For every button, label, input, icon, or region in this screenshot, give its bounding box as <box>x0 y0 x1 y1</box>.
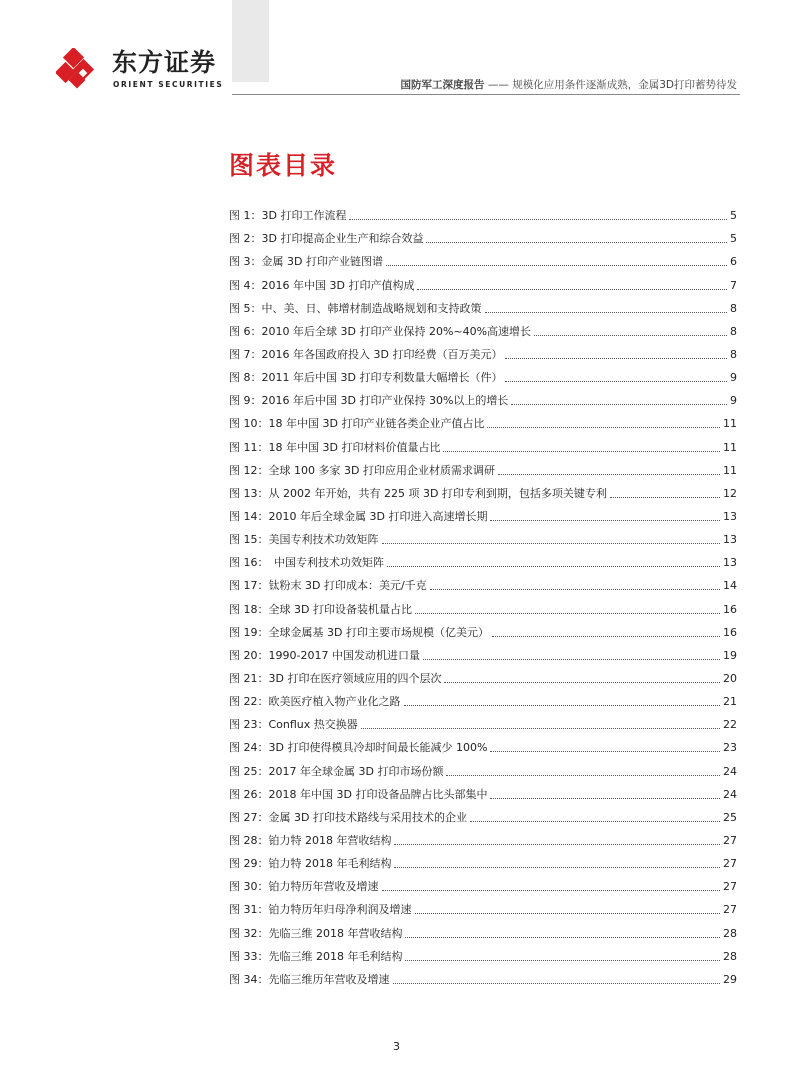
toc-entry[interactable] <box>229 478 737 501</box>
toc-dot-leader <box>470 820 720 822</box>
toc-entry-label[interactable]: 图 23：Conflux 热交换器 <box>229 718 358 732</box>
toc-dot-leader <box>426 241 727 243</box>
toc-entry-page[interactable]: 27 <box>723 857 737 871</box>
toc-entry-label[interactable]: 图 11：18 年中国 3D 打印材料价值量占比 <box>229 440 441 454</box>
toc-entry-page[interactable]: 11 <box>723 417 737 431</box>
toc-entry-label[interactable]: 图 9：2016 年后中国 3D 打印产业保持 30%以上的增长 <box>229 394 509 408</box>
figure-toc-list <box>229 200 737 987</box>
toc-dot-leader <box>492 635 720 637</box>
toc-entry[interactable] <box>229 825 737 848</box>
toc-entry[interactable] <box>229 617 737 640</box>
logo-english-name: ORIENT SECURITIES <box>113 80 224 89</box>
toc-dot-leader <box>430 588 720 590</box>
toc-dot-leader <box>394 866 720 868</box>
toc-dot-leader <box>423 658 720 660</box>
toc-entry-page[interactable]: 5 <box>730 232 737 246</box>
toc-entry[interactable] <box>229 269 737 292</box>
toc-entry[interactable] <box>229 779 737 802</box>
toc-entry[interactable] <box>229 316 737 339</box>
header-separator: —— <box>484 79 513 91</box>
toc-entry-page[interactable]: 22 <box>723 718 737 732</box>
toc-entry-label[interactable]: 图 16： 中国专利技术功效矩阵 <box>229 556 384 570</box>
toc-dot-leader <box>485 311 728 313</box>
toc-dot-leader <box>534 334 727 336</box>
toc-dot-leader <box>610 496 720 498</box>
toc-entry[interactable] <box>229 455 737 478</box>
toc-entry-page[interactable]: 28 <box>723 926 737 940</box>
toc-entry-label[interactable]: 图 29：铂力特 2018 年毛利结构 <box>229 857 392 871</box>
toc-entry-page[interactable]: 16 <box>723 625 737 639</box>
toc-entry-page[interactable]: 27 <box>723 903 737 917</box>
toc-dot-leader <box>394 843 720 845</box>
toc-entry[interactable] <box>229 709 737 732</box>
toc-dot-leader <box>415 612 720 614</box>
toc-entry[interactable] <box>229 732 737 755</box>
report-subtitle: 规模化应用条件逐渐成熟，金属3D打印蓄势待发 <box>512 79 737 91</box>
toc-entry[interactable] <box>229 802 737 825</box>
toc-entry-label[interactable]: 图 15：美国专利技术功效矩阵 <box>229 533 379 547</box>
toc-entry-label[interactable]: 图 3：金属 3D 打印产业链图谱 <box>229 255 383 269</box>
toc-entry-page[interactable]: 6 <box>730 255 737 269</box>
toc-dot-leader <box>405 959 720 961</box>
toc-entry-page[interactable]: 29 <box>723 972 737 986</box>
toc-entry-page[interactable]: 12 <box>723 486 737 500</box>
toc-entry-label[interactable]: 图 24：3D 打印使得模具冷却时间最长能减少 100% <box>229 741 488 755</box>
toc-entry-page[interactable]: 8 <box>730 347 737 361</box>
toc-dot-leader <box>404 704 721 706</box>
toc-entry[interactable] <box>229 431 737 454</box>
toc-dot-leader <box>361 727 720 729</box>
toc-entry-page[interactable]: 8 <box>730 324 737 338</box>
toc-dot-leader <box>393 982 721 984</box>
toc-entry-label[interactable]: 图 8：2011 年后中国 3D 打印专利数量大幅增长（件） <box>229 371 503 385</box>
toc-entry-label[interactable]: 图 30：铂力特历年营收及增速 <box>229 880 379 894</box>
toc-entry-page[interactable]: 7 <box>730 278 737 292</box>
toc-dot-leader <box>490 519 720 521</box>
toc-entry-page[interactable]: 11 <box>723 463 737 477</box>
toc-dot-leader <box>490 750 720 752</box>
toc-entry-label[interactable]: 图 32：先临三维 2018 年营收结构 <box>229 926 403 940</box>
toc-entry-label[interactable]: 图 4：2016 年中国 3D 打印产值构成 <box>229 278 415 292</box>
toc-dot-leader <box>349 218 727 220</box>
toc-dot-leader <box>498 473 720 475</box>
toc-entry-label[interactable]: 图 33：先临三维 2018 年毛利结构 <box>229 949 403 963</box>
toc-dot-leader <box>490 797 720 799</box>
toc-dot-leader <box>446 774 720 776</box>
toc-entry[interactable] <box>229 848 737 871</box>
toc-entry-label[interactable]: 图 25：2017 年全球金属 3D 打印市场份额 <box>229 764 444 778</box>
toc-entry-label[interactable]: 图 28：铂力特 2018 年营收结构 <box>229 833 392 847</box>
toc-dot-leader <box>417 288 727 290</box>
toc-dot-leader <box>386 264 727 266</box>
toc-dot-leader <box>511 403 727 405</box>
toc-dot-leader <box>487 426 720 428</box>
toc-entry-page[interactable]: 11 <box>723 440 737 454</box>
toc-dot-leader <box>415 912 721 914</box>
toc-entry-label[interactable]: 图 10：18 年中国 3D 打印产业链各类企业产值占比 <box>229 417 485 431</box>
toc-entry-label[interactable]: 图 20：1990-2017 中国发动机进口量 <box>229 648 420 662</box>
toc-entry-page[interactable]: 23 <box>723 741 737 755</box>
toc-entry-label[interactable]: 图 27：金属 3D 打印技术路线与采用技术的企业 <box>229 810 467 824</box>
toc-entry-page[interactable]: 21 <box>723 695 737 709</box>
toc-entry-label[interactable]: 图 34：先临三维历年营收及增速 <box>229 972 390 986</box>
toc-entry-label[interactable]: 图 1：3D 打印工作流程 <box>229 209 347 223</box>
report-type: 国防军工深度报告 <box>400 79 485 91</box>
toc-dot-leader <box>505 357 727 359</box>
toc-dot-leader <box>444 681 720 683</box>
toc-entry-label[interactable]: 图 6：2010 年后全球 3D 打印产业保持 20%~40%高速增长 <box>229 324 532 338</box>
toc-entry-label[interactable]: 图 18：全球 3D 打印设备装机量占比 <box>229 602 412 616</box>
toc-entry[interactable] <box>229 593 737 616</box>
toc-entry-page[interactable]: 9 <box>730 394 737 408</box>
toc-entry[interactable] <box>229 917 737 940</box>
company-logo <box>56 48 226 92</box>
toc-entry[interactable] <box>229 501 737 524</box>
toc-entry-label[interactable]: 图 2：3D 打印提高企业生产和综合效益 <box>229 232 424 246</box>
toc-entry-label[interactable]: 图 31：铂力特历年归母净利润及增速 <box>229 903 412 917</box>
toc-entry-page[interactable]: 16 <box>723 602 737 616</box>
toc-dot-leader <box>382 542 721 544</box>
toc-entry[interactable] <box>229 362 737 385</box>
toc-entry[interactable] <box>229 663 737 686</box>
toc-dot-leader <box>382 889 721 891</box>
toc-entry[interactable] <box>229 223 737 246</box>
toc-entry-page[interactable]: 25 <box>723 810 737 824</box>
toc-entry-page[interactable]: 27 <box>723 833 737 847</box>
toc-entry[interactable] <box>229 385 737 408</box>
toc-entry[interactable] <box>229 871 737 894</box>
toc-entry-page[interactable]: 28 <box>723 949 737 963</box>
toc-entry[interactable] <box>229 964 737 987</box>
toc-entry-label[interactable]: 图 5：中、美、日、韩增材制造战略规划和支持政策 <box>229 301 482 315</box>
toc-entry[interactable] <box>229 293 737 316</box>
toc-entry[interactable] <box>229 339 737 362</box>
toc-entry-page[interactable]: 5 <box>730 209 737 223</box>
toc-entry[interactable] <box>229 941 737 964</box>
toc-entry[interactable] <box>229 547 737 570</box>
toc-entry-page[interactable]: 14 <box>723 579 737 593</box>
toc-entry-page[interactable]: 27 <box>723 880 737 894</box>
toc-entry[interactable] <box>229 640 737 663</box>
page-number: 3 <box>393 1040 400 1053</box>
toc-entry-label[interactable]: 图 13：从 2002 年开始，共有 225 项 3D 打印专利到期，包括多项关键专利 <box>229 486 607 500</box>
toc-entry-label[interactable]: 图 12：全球 100 多家 3D 打印应用企业材质需求调研 <box>229 463 495 477</box>
toc-entry-page[interactable]: 19 <box>723 648 737 662</box>
toc-entry-label[interactable]: 图 7：2016 年各国政府投入 3D 打印经费（百万美元） <box>229 347 503 361</box>
toc-entry-page[interactable]: 24 <box>723 787 737 801</box>
toc-entry-label[interactable]: 图 14：2010 年后全球金属 3D 打印进入高速增长期 <box>229 509 488 523</box>
toc-entry[interactable] <box>229 755 737 778</box>
page-title: 图表目录 <box>229 151 338 180</box>
toc-entry[interactable] <box>229 408 737 431</box>
toc-entry-page[interactable]: 24 <box>723 764 737 778</box>
toc-entry[interactable] <box>229 570 737 593</box>
toc-entry-label[interactable]: 图 21：3D 打印在医疗领域应用的四个层次 <box>229 671 442 685</box>
header-divider <box>232 94 740 95</box>
toc-entry-label[interactable]: 图 19：全球金属基 3D 打印主要市场规模（亿美元） <box>229 625 489 639</box>
toc-dot-leader <box>405 936 720 938</box>
toc-entry-page[interactable]: 13 <box>723 533 737 547</box>
toc-dot-leader <box>443 450 720 452</box>
toc-dot-leader <box>387 565 720 567</box>
toc-dot-leader <box>505 380 727 382</box>
toc-entry-page[interactable]: 13 <box>723 556 737 570</box>
toc-entry[interactable] <box>229 200 737 223</box>
header-band <box>232 0 269 82</box>
toc-entry-page[interactable]: 20 <box>723 671 737 685</box>
report-header <box>401 77 737 92</box>
toc-entry-page[interactable]: 13 <box>723 509 737 523</box>
toc-entry-label[interactable]: 图 22：欧美医疗植入物产业化之路 <box>229 695 401 709</box>
toc-entry-page[interactable]: 9 <box>730 371 737 385</box>
toc-entry[interactable] <box>229 524 737 547</box>
toc-entry-label[interactable]: 图 17：钛粉末 3D 打印成本：美元/千克 <box>229 579 427 593</box>
toc-entry-label[interactable]: 图 26：2018 年中国 3D 打印设备品牌占比头部集中 <box>229 787 488 801</box>
toc-entry[interactable] <box>229 686 737 709</box>
toc-entry[interactable] <box>229 894 737 917</box>
toc-entry-page[interactable]: 8 <box>730 301 737 315</box>
logo-chinese-name: 东方证券 <box>112 48 217 77</box>
toc-entry[interactable] <box>229 246 737 269</box>
logo-mark-icon <box>56 48 104 92</box>
